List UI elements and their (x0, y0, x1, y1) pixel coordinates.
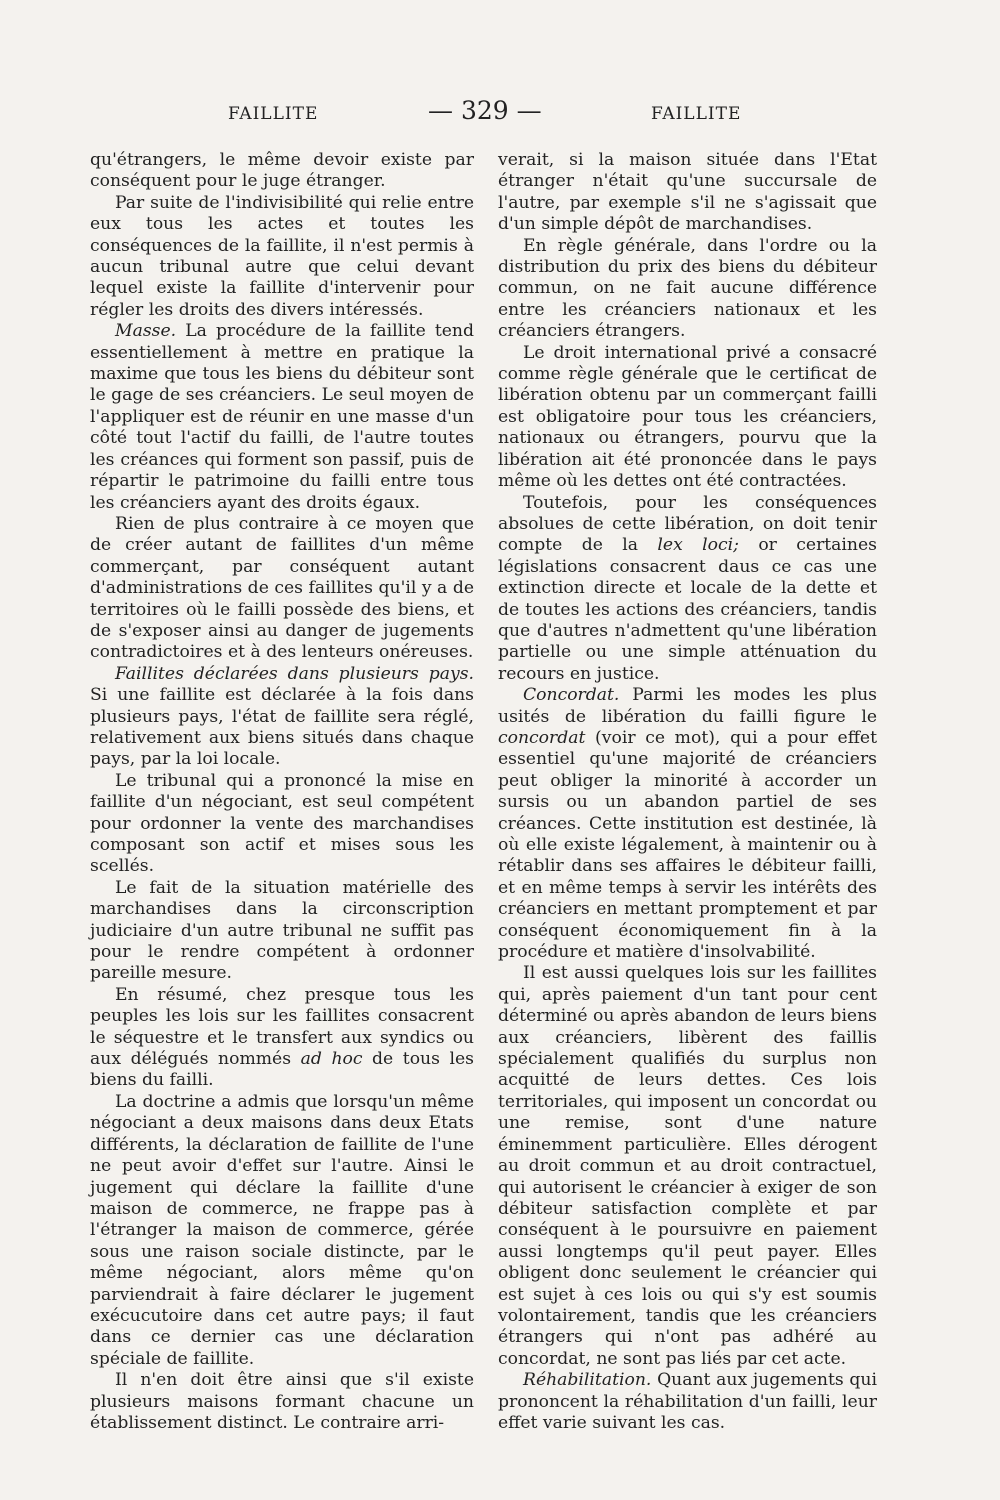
paragraph: verait, si la maison située dans l'Etat étranger n'était qu'une succursale de l'autre, par exemple s'il ne s'agissait que d'un simple dépôt de marchandises. (498, 150, 877, 235)
paragraph: Il est aussi quelques lois sur les faillites qui, après paiement d'un tant pour cent déterminé ou après abandon de leurs biens aux créanciers, libèrent des faillis spécialement qualifiés du surplus non acquitté de leurs dettes. Ces lois territoriales, qui imposent un concordat ou une remise, sont d'une nature éminemment particulière. Elles dérogent au droit commun et au droit contractuel, qui autorisent le créancier à exiger de son débiteur satisfaction complète et par conséquent à le poursuivre en paiement aussi longtemps qu'il peut payer. Elles obligent donc seulement le créancier qui est sujet à ces lois ou qui s'y est soumis volontairement, tandis que les créanciers étrangers qui n'ont pas adhéré au concordat, ne sont pas liés par cet acte. (498, 963, 877, 1369)
paragraph: Par suite de l'indivisibilité qui relie entre eux tous les actes et toutes les conséquences de la faillite, il n'est permis à aucun tribunal autre que celui devant lequel existe la faillite d'intervenir pour régler les droits des divers intéressés. (90, 192, 474, 320)
italic-term: concordat (498, 727, 586, 748)
paragraph-text: Si une faillite est déclarée à la fois dans plusieurs pays, l'état de faillite sera réglé, relativement aux biens situés dans chaque pays, par la loi locale. (90, 685, 474, 770)
paragraph: Le tribunal qui a prononcé la mise en faillite d'un négociant, est seul compétent pour ordonner la vente des marchandises composant son actif et mises sous les scellés. (90, 770, 474, 877)
paragraph-text: La procédure de la faillite tend essentiellement à mettre en pratique la maxime que tous les biens du débiteur sont le gage de ses créanciers. Le seul moyen de l'appliquer est de réunir en une masse d'un côté tout l'actif du failli, de l'autre toutes les créances qui forment son passif, puis de répartir le patrimoine du failli entre tous les créanciers ayant des droits égaux. (90, 321, 474, 513)
page-header (0, 96, 1000, 130)
paragraph (90, 321, 474, 514)
paragraph-text: de tous les biens du failli. (90, 1049, 474, 1091)
paragraph: Le fait de la situation matérielle des marchandises dans la circonscription judiciaire d'un autre tribunal ne suffit pas pour le rendre compétent à ordonner pareille mesure. (90, 877, 474, 984)
paragraph: Le droit international privé a consacré comme règle générale que le certificat de libération obtenu par un commerçant failli est obligatoire pour tous les créanciers, nationaux ou étrangers, pourvu que la libération ait été prononcée dans le pays même où les dettes ont été contractées. (498, 342, 877, 492)
paragraph (498, 493, 877, 686)
paragraph: Il n'en doit être ainsi que s'il existe plusieurs maisons formant chacune un établissement distinct. Le contraire arri- (90, 1370, 474, 1433)
left-column (90, 150, 474, 1434)
italic-term: ad hoc (300, 1049, 363, 1070)
paragraph (498, 1370, 877, 1434)
paragraph: qu'étrangers, le même devoir existe par conséquent pour le juge étranger. (90, 150, 474, 192)
section-heading-faillites-declarees: Faillites déclarées dans plusieurs pays. (115, 663, 474, 684)
paragraph (90, 664, 474, 771)
paragraph: La doctrine a admis que lorsqu'un même négociant a deux maisons dans deux Etats différents, la déclaration de faillite de l'une ne peut avoir d'effet sur l'autre. Ainsi le jugement qui déclare la faillite d'une maison de commerce, ne frappe pas à l'étranger la maison de commerce, gérée sous une raison sociale distincte, par le même négociant, alors même qu'on parviendrait à faire déclarer le jugement exécucutoire dans cet autre pays; il faut dans ce dernier cas une déclaration spéciale de faillite. (90, 1091, 474, 1369)
paragraph: En règle générale, dans l'ordre ou la distribution du prix des biens du débiteur commun, on ne fait aucune différence entre les créanciers nationaux et les créanciers étrangers. (498, 235, 877, 342)
section-heading-masse: Masse. (115, 321, 177, 342)
running-head-left: FAILLITE (228, 104, 319, 124)
paragraph-text: Parmi les modes les plus usités de libération du failli figure le (498, 685, 877, 727)
running-head-right: FAILLITE (651, 104, 742, 124)
paragraph-text: En résumé, chez presque tous les peuples les lois sur les faillites consacrent le séquestre et le transfert aux syndics ou aux délégués nommés (90, 984, 474, 1070)
paragraph-text: or certaines législations consacrent daus ce cas une extinction directe et locale de la dette et de toutes les actions des créanciers, tandis que d'autres n'admettent qu'une libération partielle ou une simple atténuation du recours en justice. (498, 535, 877, 684)
paragraph (90, 985, 474, 1092)
paragraph: Rien de plus contraire à ce moyen que de créer autant de faillites d'un même commerçant, par conséquent autant d'administrations de ces faillites qu'il y a de territoires où le failli possède des biens, et de s'exposer ainsi au danger de jugements contradictoires et à des lenteurs onéreuses. (90, 513, 474, 663)
paragraph-text: Toutefois, pour les conséquences absolues de cette libération, on doit tenir compte de la (498, 492, 877, 556)
section-heading-concordat: Concordat. (523, 685, 620, 706)
paragraph-text: (voir ce mot), qui a pour effet essentiel qu'une majorité de créanciers peut obliger la minorité à accorder un sursis ou un abandon partiel de ses créances. Cette institution est destinée, là où elle existe légalement, à maintenir ou à rétablir dans ses affaires le débiteur failli, et en même temps à servir les intérêts des créanciers en mettant promptement et par conséquent économiquement fin à la procédure et matière d'insolvabilité. (498, 727, 877, 963)
page-number: — 329 — (428, 96, 542, 125)
italic-term: lex loci; (657, 535, 739, 556)
paragraph-text: Quant aux jugements qui prononcent la réhabilitation d'un failli, leur effet varie suivant les cas. (498, 1370, 877, 1433)
right-column (498, 150, 877, 1434)
paragraph (498, 685, 877, 963)
section-heading-rehabilitation: Réhabilitation. (523, 1370, 652, 1391)
